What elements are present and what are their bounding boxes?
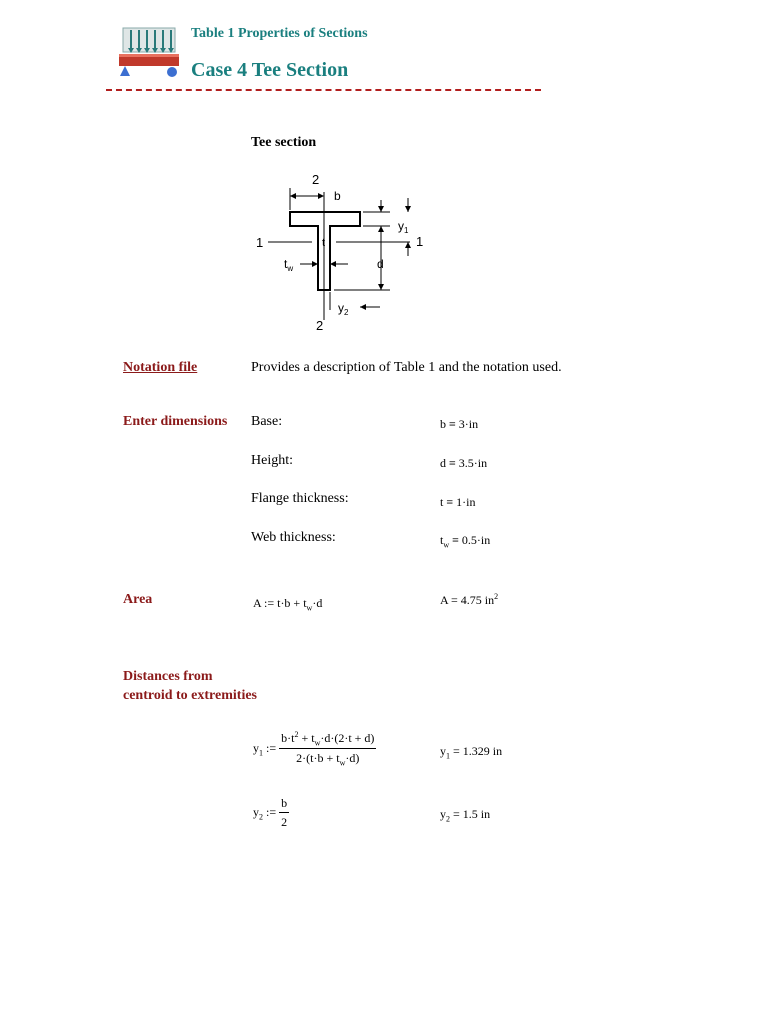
label-y2: $y_2$ [338,301,349,317]
area-label: Area [123,592,153,607]
flange-thickness-label: Flange thickness: [251,491,349,506]
label-axis1-left: 1 [256,235,264,250]
flange-thickness-value-field[interactable]: t ≡ 1·in [440,495,476,509]
notation-description: Provides a description of Table 1 and the notation used. [251,360,562,375]
label-axis1-right: 1 [416,234,424,249]
y2-formula: $y_2$ := $\frac{b}{2}$ [253,796,288,829]
label-t-center: t [322,237,326,249]
y1-formula: $y_1$ := $\frac{b\cdot t^2 + t_w\cdot d\cdot(2\cdot t + d)}{2\cdot(t\cdot b + t_w\cdot d)}$ [253,730,375,768]
web-thickness-label: Web thickness: [251,530,336,545]
base-value-field[interactable]: b ≡ 3·in [440,417,479,431]
label-y1: $y_1$ [398,219,409,235]
y1-result: $y_1 = 1.329$ in [440,744,503,761]
figure-caption: Tee section [251,135,317,150]
label-d: d [377,257,384,271]
distances-label-line1: Distances from [123,669,213,684]
web-thickness-value-field[interactable]: $t_w \equiv 0.5\cdot in$ [440,533,491,550]
label-axis2-top: 2 [312,172,320,187]
label-tw: $t_w$ [284,257,294,273]
y2-result: $y_2 = 1.5$ in [440,807,491,824]
height-value-field[interactable]: d ≡ 3.5·in [440,456,488,470]
loaded-beam-logo-icon [119,22,179,80]
notation-file-link[interactable]: Notation file [123,360,198,375]
distances-label-line2: centroid to extremities [123,688,257,703]
table-title: Table 1 Properties of Sections [191,26,368,41]
height-label: Height: [251,453,293,468]
label-axis2-bottom: 2 [316,318,324,333]
area-result: A = 4.75 $in^2$ [440,592,499,607]
enter-dimensions-label: Enter dimensions [123,414,228,429]
case-title: Case 4 Tee Section [191,59,349,81]
tee-section-diagram [250,170,430,335]
base-label: Base: [251,414,283,429]
label-b: b [334,189,341,203]
header-divider [106,89,541,91]
area-formula: A := $t\cdot b + t_w\cdot d$ [253,596,323,613]
